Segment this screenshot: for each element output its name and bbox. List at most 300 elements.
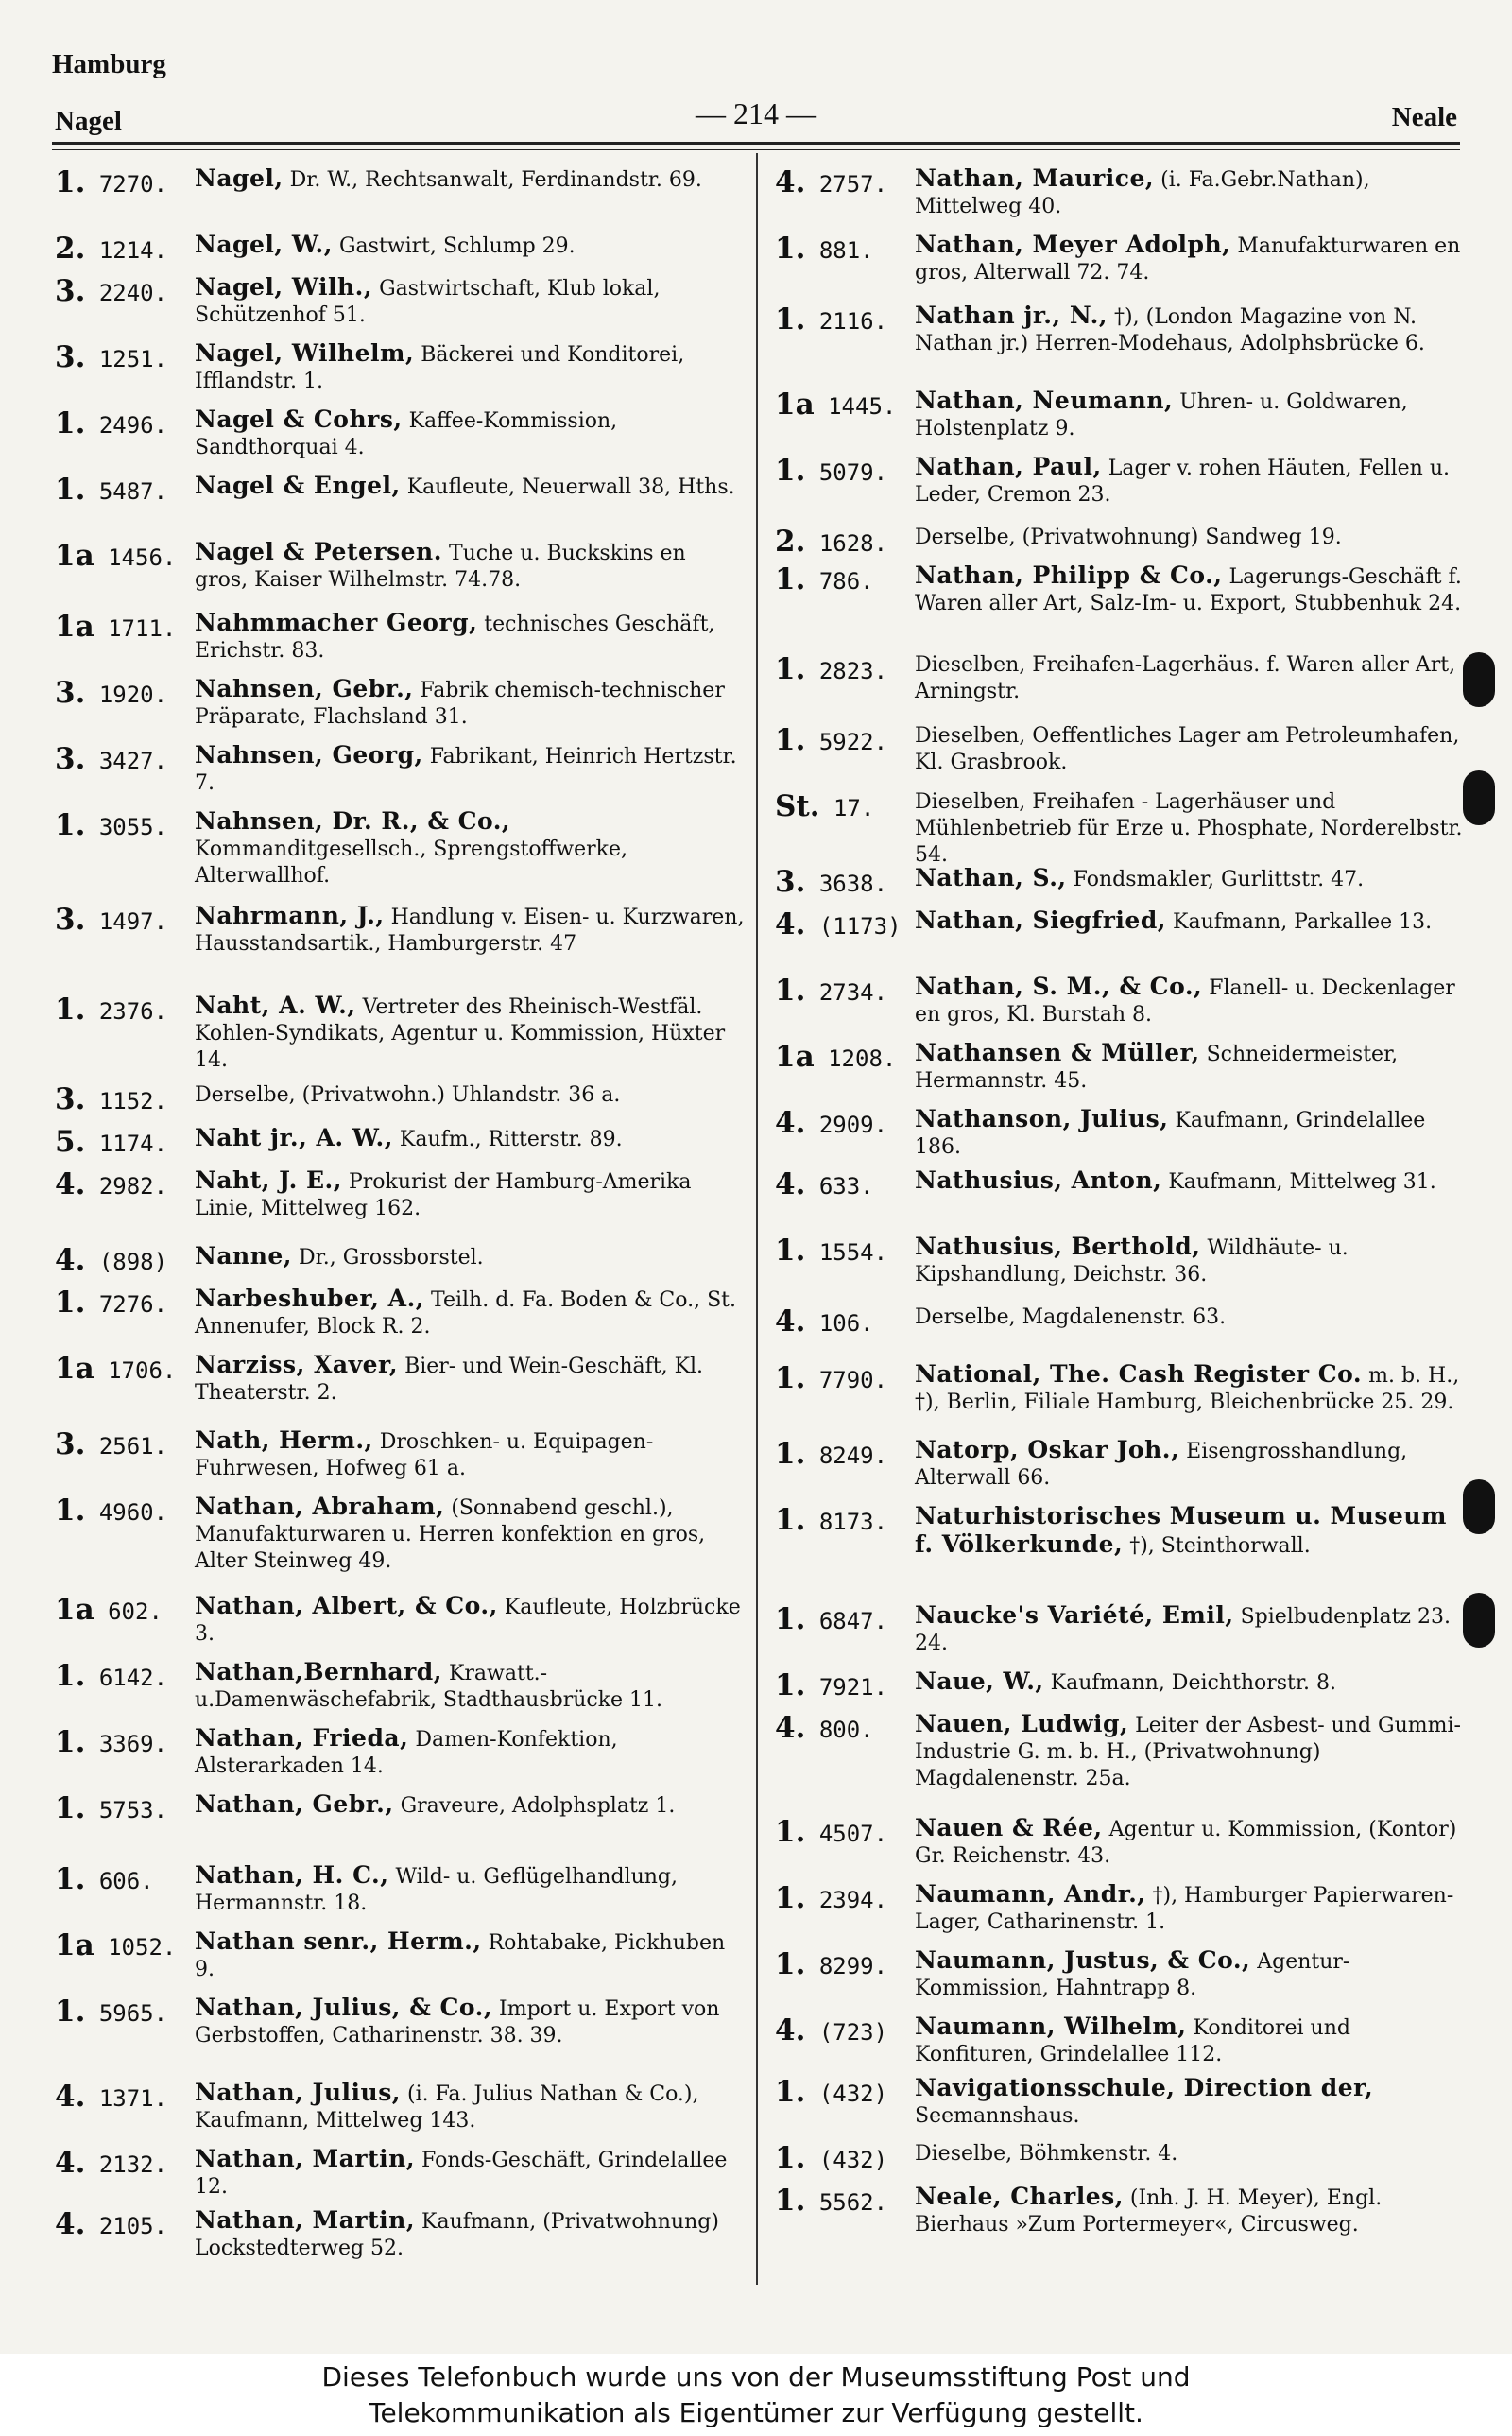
subscriber-name: Naht, J. E., [195,1166,342,1194]
phone-number [55,1352,195,1386]
entry-body [915,1234,1465,1288]
entry-details: Uhren- u. Goldwaren, Holstenplatz 9. [915,390,1408,441]
phone-number [55,1862,195,1896]
subscriber-name: Nathusius, Berthold, [915,1233,1201,1260]
number: 8299. [818,1953,888,1979]
phone-number [775,974,915,1008]
phone-number [775,2075,915,2109]
entry-details: Kaufm., Ritterstr. 89. [399,1128,623,1151]
number: 3055. [98,814,168,840]
phone-number [55,1494,195,1528]
exchange-class: St. [775,789,820,823]
number: 5922. [818,729,888,755]
number: 1214. [98,237,168,264]
exchange-class: 4. [775,165,806,199]
number: 786. [818,568,874,595]
entry-details: Derselbe, (Privatwohnung) Sandweg 19. [915,526,1342,549]
exchange-class: 1. [55,406,86,441]
number: 7270. [98,171,168,198]
entry-details: Kommanditgesellsch., Sprengstoffwerke, Alterwallhof. [195,838,627,888]
exchange-class: 3. [55,340,86,374]
entry-body [195,808,745,890]
exchange-class: 4. [775,1711,806,1745]
subscriber-name: Nagel & Engel, [195,472,401,499]
phone-number [55,1928,195,1962]
binding-hole [1463,1479,1495,1534]
exchange-class: 2. [775,525,806,559]
exchange-class: 1. [55,473,86,507]
number: 1456. [108,544,177,571]
exchange-class: 1. [775,232,806,266]
entry-body [195,1928,745,1983]
number: 2561. [98,1433,168,1460]
exchange-class: 1. [55,1286,86,1320]
exchange-class: 3. [775,865,806,899]
entry-body [195,1082,745,1109]
entry-body [195,1286,745,1340]
number: 2823. [818,658,888,684]
phone-number [775,1503,915,1537]
subscriber-name: Nathan, S. M., & Co., [915,973,1203,1000]
entry-details: Dieselben, Oeffentliches Lager am Petroleumhafen, Kl. Grasbrook. [915,724,1460,774]
exchange-class: 3. [55,676,86,710]
entry-body [195,1125,745,1153]
subscriber-name: Narziss, Xaver, [195,1351,399,1378]
exchange-class: 1. [775,562,806,596]
phone-number [55,539,195,573]
entry-body [915,1668,1465,1697]
subscriber-name: Nathanson, Julius, [915,1105,1169,1132]
exchange-class: 4. [55,2080,86,2114]
exchange-class: 1. [775,652,806,686]
entry-details: †), Hamburger Papierwaren-Lager, Catharinenstr. 1. [915,1884,1454,1934]
exchange-class: 1. [55,1791,86,1825]
entry-details: Kaufmann, Grindelallee 186. [915,1109,1426,1159]
entry-details: Agentur-Kommission, Hahntrapp 8. [915,1950,1350,2000]
number: 1174. [98,1131,168,1157]
phone-number [775,907,915,942]
entry-details: Graveure, Adolphsplatz 1. [400,1794,676,1818]
entry-body [915,562,1465,617]
phone-number [55,1427,195,1461]
entry-details: Kaufmann, Mittelweg 31. [1168,1170,1436,1194]
subscriber-name: National, The. Cash Register Co. [915,1360,1363,1388]
subscriber-name: Nahrmann, J., [195,902,385,929]
entry-body [195,2207,745,2262]
phone-number [775,1815,915,1849]
phone-number [775,1106,915,1140]
phone-number [55,2207,195,2241]
exchange-class: 1. [55,165,86,199]
entry-details: Tuche u. Buckskins en gros, Kaiser Wilhelmstr. 74.78. [195,542,686,592]
entry-details: Derselbe, Magdalenenstr. 63. [915,1305,1227,1329]
number: 1251. [98,346,168,372]
phone-number [55,2080,195,2114]
number: 2909. [818,1112,888,1138]
subscriber-name: Nagel, Wilh., [195,273,373,301]
number: 2757. [818,171,888,198]
entry-body [195,340,745,395]
number: 1706. [108,1357,177,1384]
phone-number [775,1167,915,1201]
subscriber-name: Nathan, Martin, [195,2206,416,2234]
entry-details: Lager v. rohen Häuten, Fellen u. Leder, Cremon 23. [915,457,1451,507]
entry-details: Damen-Konfektion, Alsterarkaden 14. [195,1728,618,1778]
phone-number [55,473,195,507]
exchange-class: 1a [775,1040,815,1074]
phone-number [55,1725,195,1759]
subscriber-name: Nathan, Martin, [195,2145,416,2172]
entry-body [195,406,745,461]
phone-number [775,789,915,823]
exchange-class: 4. [775,1304,806,1339]
entry-details: Bier- und Wein-Geschäft, Kl. Theaterstr. 2. [195,1355,704,1405]
exchange-class: 3. [55,1427,86,1461]
phone-number [775,1361,915,1395]
exchange-class: 1. [775,302,806,337]
header-city: Hamburg [52,49,166,79]
phone-number [55,1243,195,1277]
phone-number [55,165,195,199]
entry-body [195,1593,745,1648]
entry-body [915,1437,1465,1492]
entry-body [195,2146,745,2201]
subscriber-name: Naumann, Andr., [915,1880,1146,1908]
binding-hole [1463,1593,1495,1648]
subscriber-name: Natorp, Oskar Joh., [915,1436,1180,1463]
number: 2116. [818,308,888,335]
entry-body [915,1304,1465,1331]
entry-details: †), (London Magazine von N. Nathan jr.) Herren-Modehaus, Adolphsbrücke 6. [915,305,1425,355]
entry-body [915,652,1465,705]
subscriber-name: Nahnsen, Georg, [195,741,423,769]
entry-details: technisches Geschäft, Erichstr. 83. [195,613,715,663]
subscriber-name: Nathan, Neumann, [915,387,1174,414]
entry-body [915,1106,1465,1161]
phone-number [55,1125,195,1159]
exchange-class: 1a [55,1352,94,1386]
entry-body [195,1862,745,1917]
phone-number [775,388,915,422]
entry-details: Rohtabake, Pickhuben 9. [195,1931,726,1981]
entry-details: Spielbudenplatz 23. 24. [915,1605,1451,1655]
phone-number [55,1082,195,1116]
number: 3369. [98,1731,168,1757]
entry-details: Gastwirt, Schlump 29. [338,234,576,258]
subscriber-name: Nathan, S., [915,864,1067,891]
entry-body [195,1494,745,1575]
exchange-class: 1a [55,1593,94,1627]
exchange-class: 1. [775,1234,806,1268]
exchange-class: 1a [55,1928,94,1962]
entry-details: (i. Fa.Gebr.Nathan), Mittelweg 40. [915,168,1370,218]
number: 1628. [818,530,888,557]
entry-body [195,1167,745,1222]
entry-body [195,232,745,260]
entry-details: Bäckerei und Konditorei, Ifflandstr. 1. [195,343,685,393]
exchange-class: 1. [775,1881,806,1915]
footer-notice [0,2354,1512,2436]
number: 1497. [98,908,168,935]
entry-body [195,1352,745,1407]
number: 2982. [98,1173,168,1200]
subscriber-name: Nathan, Gebr., [195,1790,394,1818]
phone-number [775,865,915,899]
subscriber-name: Navigationsschule, Direction der, [915,2074,1374,2101]
number: (432) [818,2081,888,2107]
subscriber-name: Nagel, W., [195,231,333,258]
exchange-class: 2. [55,232,86,266]
entry-body [195,1725,745,1780]
exchange-class: 3. [55,903,86,937]
entry-details: Kaufleute, Holzbrücke 3. [195,1596,741,1646]
entry-details: Kaufmann, Deichthorstr. 8. [1050,1671,1336,1695]
exchange-class: 1. [55,1725,86,1759]
phone-number [55,2146,195,2180]
entry-details: Handlung v. Eisen- u. Kurzwaren, Hausstandsartik., Hamburgerstr. 47 [195,906,745,956]
phone-number [775,1234,915,1268]
phone-number [55,903,195,937]
entry-details: Kaffee-Kommission, Sandthorquai 4. [195,409,618,459]
entry-details: Dr. W., Rechtsanwalt, Ferdinandstr. 69. [289,168,702,192]
number: 633. [818,1173,874,1200]
phone-number [55,1167,195,1201]
exchange-class: 4. [775,907,806,942]
number: 3427. [98,748,168,774]
entry-details: (Sonnabend geschl.), Manufakturwaren u. Herren konfektion en gros, Alter Steinweg 49. [195,1496,706,1573]
entry-body [915,165,1465,220]
number: 6847. [818,1608,888,1634]
phone-number [55,406,195,441]
subscriber-name: Nathan,Bernhard, [195,1658,442,1685]
number: 1152. [98,1088,168,1114]
number: 17. [833,795,875,821]
number: (1173) [818,913,902,940]
exchange-class: 1. [55,993,86,1027]
number: 7276. [98,1291,168,1318]
subscriber-name: Nath, Herm., [195,1426,373,1454]
subscriber-name: Naht jr., A. W., [195,1124,393,1151]
entry-body [915,789,1465,869]
number: 2734. [818,979,888,1006]
entry-details: Kaufleute, Neuerwall 38, Hths. [406,475,735,499]
exchange-class: 1a [775,388,815,422]
entry-details: Wildhäute- u. Kipshandlung, Deichstr. 36. [915,1236,1349,1287]
number: 800. [818,1717,874,1743]
entry-body [195,1659,745,1714]
entry-body [915,974,1465,1028]
entry-details: Manufakturwaren en gros, Alterwall 72. 74. [915,234,1461,285]
exchange-class: 4. [775,2013,806,2047]
number: (723) [818,2019,888,2046]
entry-body [195,2080,745,2134]
number: 7921. [818,1674,888,1701]
exchange-class: 1a [55,539,94,573]
phone-number [775,562,915,596]
entry-body [915,1167,1465,1196]
header-left-catchword: Nagel [55,106,122,136]
entry-details: Dieselben, Freihafen-Lagerhäus. f. Waren aller Art, Arningstr. [915,653,1456,703]
exchange-class: 1. [55,1494,86,1528]
phone-number [55,742,195,776]
exchange-class: 1. [55,1862,86,1896]
number: 2394. [818,1887,888,1913]
subscriber-name: Nagel & Cohrs, [195,406,403,433]
number: 1554. [818,1239,888,1266]
entry-body [195,473,745,501]
number: 6142. [98,1665,168,1691]
exchange-class: 4. [775,1106,806,1140]
entry-details: Droschken- u. Equipagen-Fuhrwesen, Hofweg 61 a. [195,1430,654,1480]
exchange-class: 1a [55,610,94,644]
number: 1711. [108,615,177,642]
exchange-class: 1. [775,2075,806,2109]
subscriber-name: Nathan, Philipp & Co., [915,561,1223,589]
number: 1052. [108,1934,177,1961]
entry-details: m. b. H., †), Berlin, Filiale Hamburg, Bleichenbrücke 25. 29. [915,1364,1460,1414]
entry-details: †), Steinthorwall. [1129,1534,1311,1558]
phone-number [55,808,195,842]
exchange-class: 1. [775,2184,806,2218]
phone-number [55,610,195,644]
entry-body [195,539,745,594]
subscriber-name: Nathan, Abraham, [195,1493,445,1520]
entry-body [915,1947,1465,2002]
subscriber-name: Nagel & Petersen. [195,538,442,565]
phone-number [775,1437,915,1471]
phone-number [55,1659,195,1693]
header-right-catchword: Neale [1391,102,1457,132]
number: 3638. [818,871,888,897]
phone-number [55,676,195,710]
entry-details: Krawatt.-u.Damenwäschefabrik, Stadthausbrücke 11. [195,1662,663,1712]
number: 106. [818,1310,874,1337]
entry-details: Seemannshaus. [915,2104,1080,2128]
subscriber-name: Nathansen & Müller, [915,1039,1200,1066]
header-rule-thin [52,149,1460,150]
entry-details: (i. Fa. Julius Nathan & Co.), Kaufmann, Mittelweg 143. [195,2082,699,2133]
number: 1445. [828,393,897,420]
number: 5562. [818,2189,888,2216]
exchange-class: 1. [775,1815,806,1849]
entry-details: Dieselbe, Böhmkenstr. 4. [915,2142,1178,2166]
subscriber-name: Nathan, Frieda, [195,1724,409,1752]
entry-details: Dr., Grossborstel. [299,1246,484,1270]
entry-body [915,1503,1465,1560]
entry-details: Leiter der Asbest- und Gummi-Industrie G. m. b. H., (Privatwohnung) Magdalenenstr. 25a. [915,1714,1461,1790]
exchange-class: 1. [775,1947,806,1981]
entry-details: Agentur u. Kommission, (Kontor) Gr. Reichenstr. 43. [915,1818,1457,1868]
entry-details: Derselbe, (Privatwohn.) Uhlandstr. 36 a. [195,1083,621,1107]
subscriber-name: Nagel, Wilhelm, [195,339,415,367]
entry-details: Fabrikant, Heinrich Hertzstr. 7. [195,745,737,795]
entry-body [195,742,745,797]
phone-number [775,1304,915,1339]
subscriber-name: Nahnsen, Gebr., [195,675,414,702]
exchange-class: 4. [55,2207,86,2241]
entry-details: Wild- u. Geflügelhandlung, Hermannstr. 18. [195,1865,678,1915]
entry-body [195,993,745,1074]
phone-number [775,723,915,757]
phone-number [775,232,915,266]
subscriber-name: Nathan, Paul, [915,453,1102,480]
subscriber-name: Naue, W., [915,1667,1044,1695]
entry-details: Fondsmakler, Gurlittstr. 47. [1073,868,1365,891]
phone-number [55,993,195,1027]
phone-number [775,1711,915,1745]
phone-number [55,232,195,266]
phone-number [775,652,915,686]
number: 881. [818,237,874,264]
entry-body [915,388,1465,442]
entry-body [195,1791,745,1820]
entry-body [195,676,745,731]
subscriber-name: Nahnsen, Dr. R., & Co., [195,807,511,835]
exchange-class: 1. [55,1659,86,1693]
entry-body [915,232,1465,286]
entry-body [915,1040,1465,1095]
exchange-class: 1. [775,1602,806,1636]
phone-number [775,454,915,488]
subscriber-name: Neale, Charles, [915,2183,1124,2210]
subscriber-name: Naucke's Variété, Emil, [915,1601,1234,1629]
entry-details: Fonds-Geschäft, Grindelallee 12. [195,2149,728,2199]
entry-details: Prokurist der Hamburg-Amerika Linie, Mittelweg 162. [195,1170,692,1220]
exchange-class: 1. [55,808,86,842]
phone-number [775,2184,915,2218]
entry-details: Flanell- u. Deckenlager en gros, Kl. Burstah 8. [915,976,1455,1027]
entry-details: Kaufmann, (Privatwohnung) Lockstedterweg 52. [195,2210,719,2260]
exchange-class: 1. [55,1995,86,2029]
entry-body [195,274,745,329]
binding-hole [1463,652,1495,707]
exchange-class: 1. [775,1503,806,1537]
number: 1371. [98,2085,168,2112]
subscriber-name: Naht, A. W., [195,992,356,1019]
entry-body [915,454,1465,509]
exchange-class: 4. [775,1167,806,1201]
entry-body [195,610,745,665]
subscriber-name: Naumann, Wilhelm, [915,2013,1187,2040]
subscriber-name: Nauen, Ludwig, [915,1710,1129,1737]
phone-number [775,165,915,199]
number: 2105. [98,2213,168,2239]
phone-number [775,2141,915,2175]
exchange-class: 4. [55,2146,86,2180]
column-divider [756,153,758,2285]
entry-body [915,302,1465,357]
phone-number [55,340,195,374]
footer-line-1: Dieses Telefonbuch wurde uns von der Museumsstiftung Post und [321,2361,1191,2393]
exchange-class: 3. [55,274,86,308]
entry-body [915,2075,1465,2130]
number: 5753. [98,1797,168,1823]
number: 7790. [818,1367,888,1393]
entry-body [915,2141,1465,2168]
phone-number [775,1668,915,1702]
subscriber-name: Nathusius, Anton, [915,1166,1162,1194]
exchange-class: 1. [775,2141,806,2175]
entry-details: Gastwirtschaft, Klub lokal, Schützenhof 51. [195,277,661,327]
phone-number [55,1791,195,1825]
exchange-class: 1. [775,974,806,1008]
subscriber-name: Nathan, Julius, & Co., [195,1994,493,2021]
entry-details: Import u. Export von Gerbstoffen, Catharinenstr. 38. 39. [195,1997,720,2047]
exchange-class: 1. [775,1437,806,1471]
number: 1208. [828,1045,897,1072]
entry-body [915,2013,1465,2068]
subscriber-name: Narbeshuber, A., [195,1285,424,1312]
